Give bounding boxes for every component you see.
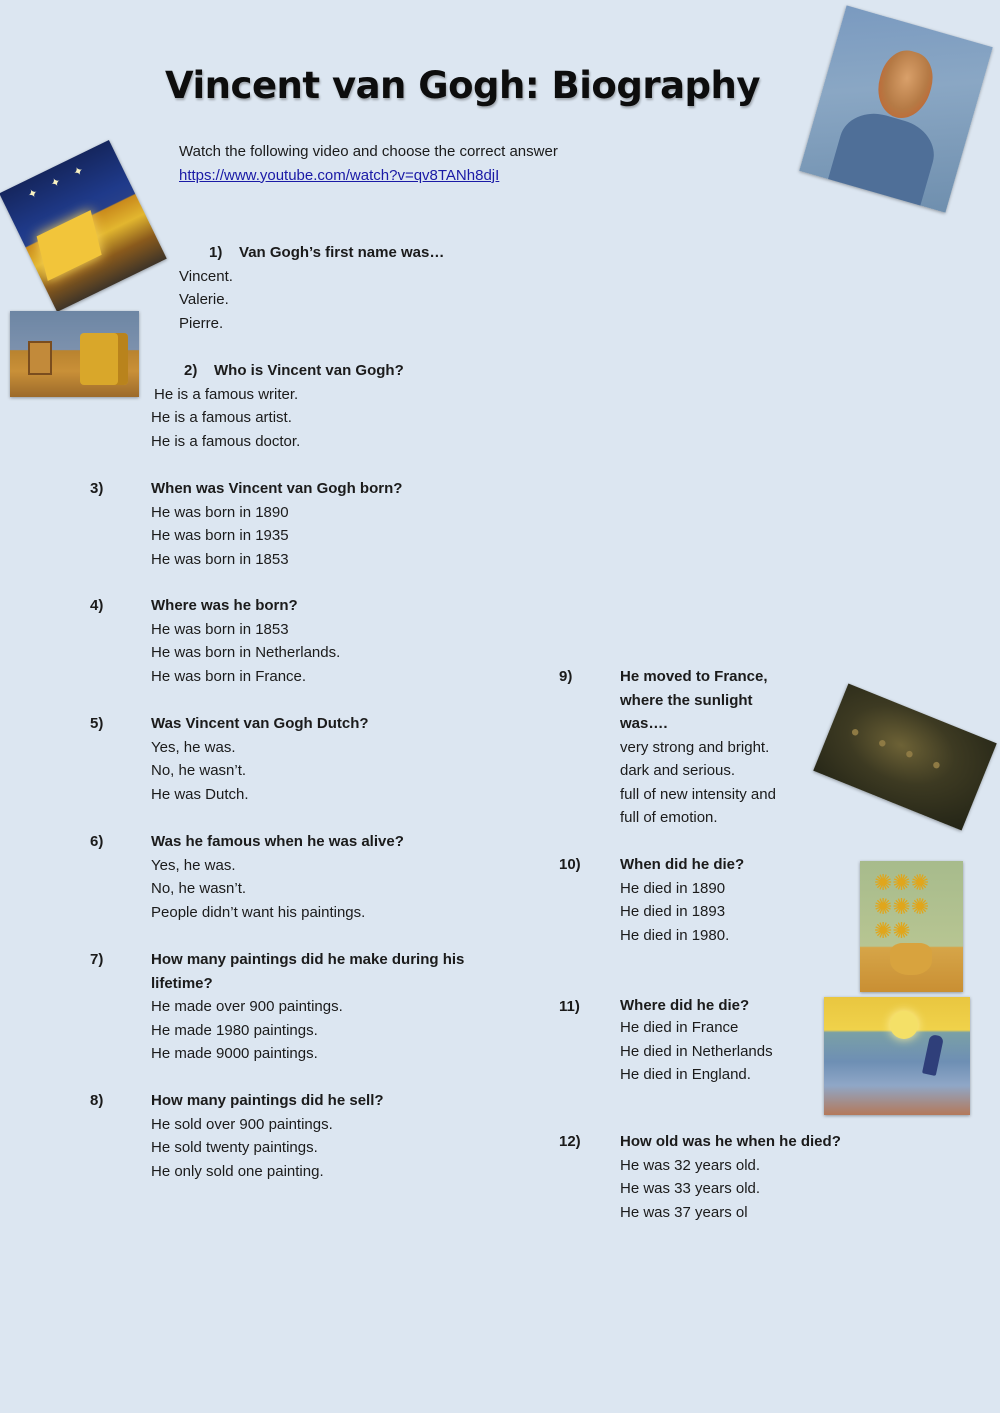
answer-option[interactable]: dark and serious. [620,762,736,779]
question-7 [151,948,464,1066]
question-5 [151,712,369,806]
answer-option[interactable]: He was born in 1853 [151,620,289,638]
answer-option[interactable]: He was born in 1890 [151,503,289,521]
answer-option[interactable]: He died in England. [620,1066,751,1083]
question-10 [620,853,744,947]
question-text-line: lifetime? [151,974,213,992]
sunflowers-painting-image [860,861,963,992]
answer-option[interactable]: Valerie. [179,291,229,308]
answer-option[interactable]: He was born in 1853 [151,550,289,568]
question-number: 4) [90,597,104,614]
question-9 [620,665,776,830]
question-number: 8) [90,1092,104,1109]
question-4 [151,594,340,688]
question-number: 12) [559,1133,581,1150]
self-portrait-painting-image [799,5,993,212]
answer-option[interactable]: full of emotion. [620,809,718,826]
answer-option[interactable]: He is a famous writer. [154,385,299,403]
answer-option[interactable]: He died in 1893 [620,903,726,920]
cafe-terrace-painting-image [0,140,167,312]
question-text: Where did he die? [620,997,750,1014]
question-text: Where was he born? [151,597,298,614]
answer-option[interactable]: He is a famous artist. [151,409,292,426]
question-text: Who is Vincent van Gogh? [214,362,404,379]
question-number: 3) [90,480,104,497]
question-number: 2) [184,362,198,379]
question-number: 10) [559,856,581,873]
potato-eaters-painting-image [813,683,997,830]
answer-option[interactable]: He was born in 1935 [151,527,289,544]
answer-option[interactable]: He was born in France. [151,667,307,685]
intro-block [179,140,558,187]
question-text-line: was…. [620,715,668,732]
instruction-text: Watch the following video and choose the correct answer [179,143,558,160]
question-text: How many paintings did he sell? [151,1092,384,1109]
question-text: When was Vincent van Gogh born? [151,480,403,497]
answer-option[interactable]: He was 37 years ol [620,1203,748,1221]
question-2 [151,359,404,453]
question-number: 11) [559,998,580,1015]
question-text-line: How many paintings did he make during his [151,951,465,968]
question-text-line: He moved to France, [620,668,768,685]
question-text: Van Gogh’s first name was… [239,244,445,261]
question-12 [620,1130,841,1224]
answer-option[interactable]: He died in Netherlands [620,1042,773,1060]
question-1 [179,241,444,335]
question-number: 7) [90,951,104,968]
question-text-line: where the sunlight [620,691,753,709]
answer-option[interactable]: He died in 1890 [620,879,726,897]
answer-option[interactable]: He was Dutch. [151,785,249,803]
answer-option[interactable]: He sold twenty paintings. [151,1139,318,1156]
answer-option[interactable]: People didn’t want his paintings. [151,903,366,921]
question-3 [151,477,402,571]
answer-option[interactable]: He made over 900 paintings. [151,998,343,1015]
answer-option[interactable]: No, he wasn’t. [151,762,247,779]
question-6 [151,830,404,924]
worksheet-title: Vincent van Gogh: Biography [165,64,760,107]
question-text: When did he die? [620,856,745,873]
answer-option[interactable]: He was born in Netherlands. [151,644,341,661]
question-text: Was Vincent van Gogh Dutch? [151,715,369,732]
answer-option[interactable]: He was 32 years old. [620,1156,761,1174]
question-8 [151,1089,384,1183]
answer-option[interactable]: Pierre. [179,314,224,332]
question-number: 6) [90,833,104,850]
answer-option[interactable]: He died in France [620,1019,739,1036]
answer-option[interactable]: No, he wasn’t. [151,880,247,897]
answer-option[interactable]: Yes, he was. [151,856,236,874]
question-number: 9) [559,668,573,685]
answer-option[interactable]: He made 1980 paintings. [151,1021,318,1039]
answer-option[interactable]: He was 33 years old. [620,1180,761,1197]
question-number: 1) [209,244,223,261]
video-link[interactable]: https://www.youtube.com/watch?v=qv8TANh8djI [179,166,500,184]
answer-option[interactable]: Yes, he was. [151,738,236,756]
answer-option[interactable]: He made 9000 paintings. [151,1045,318,1062]
answer-option[interactable]: He only sold one painting. [151,1162,324,1180]
answer-option[interactable]: He sold over 900 paintings. [151,1115,333,1133]
answer-option[interactable]: He is a famous doctor. [151,432,301,450]
bedroom-painting-image [10,311,139,397]
answer-option[interactable]: very strong and bright. [620,738,770,756]
answer-option[interactable]: Vincent. [179,267,233,285]
question-number: 5) [90,715,104,732]
sower-painting-image [824,997,970,1115]
answer-option[interactable]: He died in 1980. [620,926,730,944]
answer-option[interactable]: full of new intensity and [620,785,776,803]
question-11 [620,995,773,1087]
question-text: How old was he when he died? [620,1133,841,1150]
question-text: Was he famous when he was alive? [151,833,404,850]
